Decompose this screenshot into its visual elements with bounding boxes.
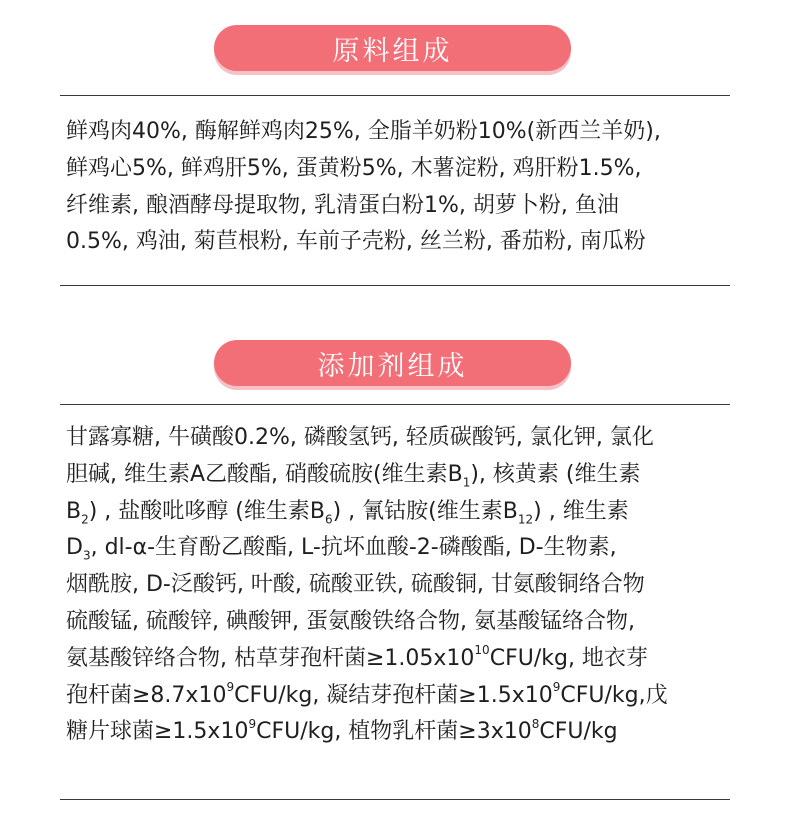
- divider-top: [60, 404, 730, 405]
- text-segment: 甘露寡糖, 牛磺酸0.2%, 磷酸氢钙, 轻质碳酸钙, 氯化钾, 氯化: [66, 425, 654, 450]
- superscript: 9: [226, 680, 235, 695]
- text-segment: ) , 维生素: [533, 498, 629, 524]
- text-line: [66, 567, 734, 604]
- text-segment: 孢杆菌≥8.7x10: [66, 682, 227, 708]
- text-segment: CFU/kg, 凝结芽孢杆菌≥1.5x10: [234, 682, 553, 708]
- text-segment: 烟酰胺, D-泛酸钙, 叶酸, 硫酸亚铁, 硫酸铜, 甘氨酸铜络合物: [66, 572, 645, 598]
- subscript: 6: [324, 511, 333, 526]
- text-segment: CFU/kg,戊: [560, 682, 668, 708]
- text-line: [66, 530, 734, 567]
- subscript: 1: [462, 475, 471, 490]
- section-title: 原料组成: [332, 35, 453, 67]
- text-segment: 胆碱, 维生素A乙酸酯, 硝酸硫胺(维生素B: [66, 461, 463, 487]
- text-line: [66, 641, 734, 678]
- divider-bottom: [60, 799, 730, 800]
- divider-top: [60, 95, 730, 96]
- superscript: 8: [531, 717, 540, 732]
- text-segment: D: [66, 535, 83, 561]
- text-line: [66, 457, 734, 494]
- text-segment: 硫酸锰, 硫酸锌, 碘酸钾, 蛋氨酸铁络合物, 氨基酸锰络合物,: [66, 608, 635, 634]
- text-line: [66, 678, 734, 715]
- text-segment: CFU/kg, 地衣芽: [489, 645, 648, 671]
- text-line: [66, 604, 734, 641]
- text-segment: 氨基酸锌络合物, 枯草芽孢杆菌≥1.05x10: [66, 645, 475, 671]
- additives-text: [66, 420, 734, 751]
- text-segment: ) , 盐酸吡哆醇 (维生素B: [88, 498, 325, 524]
- text-line: 鲜鸡心5%, 鲜鸡肝5%, 蛋黄粉5%, 木薯淀粉, 鸡肝粉1.5%,: [66, 155, 642, 181]
- text-segment: ), 核黄素 (维生素: [470, 461, 641, 487]
- section-title: 添加剂组成: [317, 350, 468, 382]
- superscript: 10: [474, 643, 490, 658]
- ingredients-text: [66, 114, 734, 261]
- superscript: 9: [248, 717, 257, 732]
- subscript: 3: [82, 548, 91, 563]
- text-line: [66, 714, 734, 751]
- section-heading-additives: [214, 340, 571, 386]
- text-line: 鲜鸡肉40%, 酶解鲜鸡肉25%, 全脂羊奶粉10%(新西兰羊奶),: [66, 119, 661, 144]
- superscript: 9: [552, 680, 561, 695]
- subscript: 2: [81, 511, 89, 526]
- text-segment: CFU/kg, 植物乳杆菌≥3x10: [256, 719, 532, 745]
- text-line: [66, 494, 734, 531]
- section-heading-ingredients: [214, 25, 571, 71]
- text-segment: B: [66, 498, 82, 524]
- text-segment: 糖片球菌≥1.5x10: [66, 719, 249, 745]
- text-line: [66, 420, 734, 457]
- subscript: 12: [517, 511, 534, 526]
- text-segment: ) , 氰钴胺(维生素B: [332, 498, 518, 524]
- text-segment: CFU/kg: [539, 719, 618, 745]
- text-line: 纤维素, 酿酒酵母提取物, 乳清蛋白粉1%, 胡萝卜粉, 鱼油: [66, 192, 619, 218]
- text-segment: , dl-α-生育酚乙酸酯, L-抗坏血酸-2-磷酸酯, D-生物素,: [90, 535, 617, 561]
- divider-bottom: [60, 285, 730, 286]
- text-line: 0.5%, 鸡油, 菊苣根粉, 车前子壳粉, 丝兰粉, 番茄粉, 南瓜粉: [66, 229, 646, 255]
